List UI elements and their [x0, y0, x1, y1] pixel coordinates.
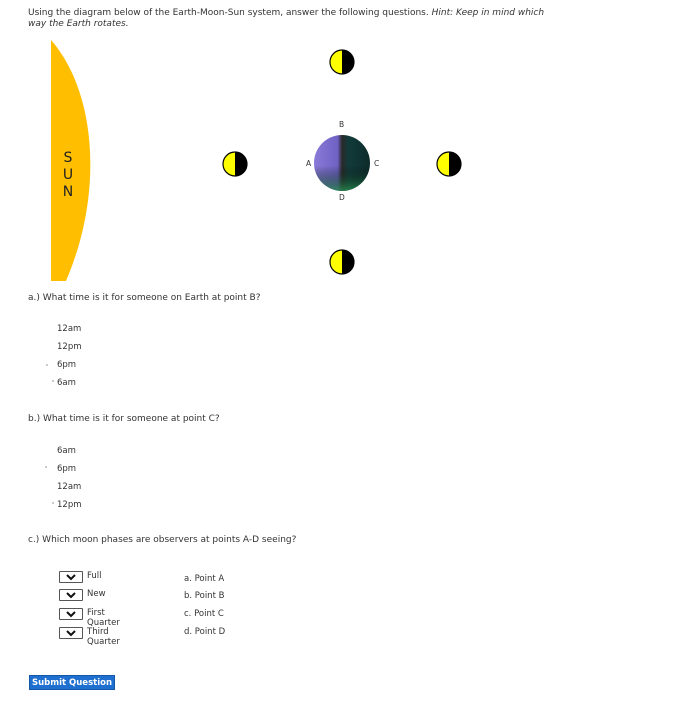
moon-bottom [330, 250, 354, 274]
sun-letter-n: N [62, 184, 74, 200]
phase-select-2[interactable] [57, 589, 139, 601]
radio-marker[interactable] [45, 466, 47, 468]
question-b-option[interactable]: 6am [57, 446, 76, 456]
earth-point-d-label: D [339, 193, 345, 202]
phase-select-3[interactable] [57, 608, 139, 628]
dropdown-toggle[interactable] [59, 571, 83, 583]
radio-marker[interactable] [52, 502, 54, 504]
phase-select-value: Full [87, 571, 102, 581]
question-a-option[interactable]: 6am [57, 378, 76, 388]
radio-marker[interactable] [52, 380, 54, 382]
moon-top [330, 50, 354, 74]
sun-letter-u: U [62, 167, 74, 183]
radio-marker[interactable] [46, 364, 48, 366]
earth-globe [314, 135, 370, 191]
instructions-hint: Hint: Keep in mind which way the Earth rotates. [28, 8, 545, 29]
point-c-label: c. Point C [184, 609, 224, 619]
chevron-down-icon [66, 591, 76, 599]
question-a-option[interactable]: 12pm [57, 342, 82, 352]
question-b-prompt: b.) What time is it for someone at point C? [28, 414, 220, 424]
earth-point-c-label: C [374, 159, 380, 168]
point-b-label: b. Point B [184, 591, 225, 601]
question-a-option[interactable]: 12am [57, 324, 82, 334]
phase-select-4[interactable] [57, 627, 139, 647]
chevron-down-icon [66, 629, 76, 637]
sun-letter-s: S [63, 150, 73, 166]
dropdown-toggle[interactable] [59, 627, 83, 639]
instructions-text: Using the diagram below of the Earth-Moon-Sun system, answer the following questions. [28, 8, 429, 18]
phase-select-1[interactable] [57, 571, 139, 583]
earth-point-b-label: B [339, 120, 345, 129]
question-a-option[interactable]: 6pm [57, 360, 77, 370]
chevron-down-icon [66, 573, 76, 581]
question-b-option[interactable]: 6pm [57, 464, 77, 474]
question-b-option[interactable]: 12pm [57, 500, 82, 510]
question-a-prompt: a.) What time is it for someone on Earth at point B? [28, 293, 261, 303]
moon-right [437, 152, 461, 176]
chevron-down-icon [66, 610, 76, 618]
submit-question-button[interactable]: Submit Question [29, 675, 115, 690]
question-b-option[interactable]: 12am [57, 482, 82, 492]
phase-select-value: New [87, 589, 106, 599]
phase-select-value: Third Quarter [87, 627, 120, 647]
point-d-label: d. Point D [184, 627, 226, 637]
point-a-label: a. Point A [184, 574, 225, 584]
dropdown-toggle[interactable] [59, 589, 83, 601]
earth-point-a-label: A [306, 159, 312, 168]
question-c-prompt: c.) Which moon phases are observers at points A-D seeing? [28, 535, 297, 545]
earth-moon-sun-diagram [0, 0, 689, 300]
dropdown-toggle[interactable] [59, 608, 83, 620]
moon-left [223, 152, 247, 176]
phase-select-value: First Quarter [87, 608, 120, 628]
